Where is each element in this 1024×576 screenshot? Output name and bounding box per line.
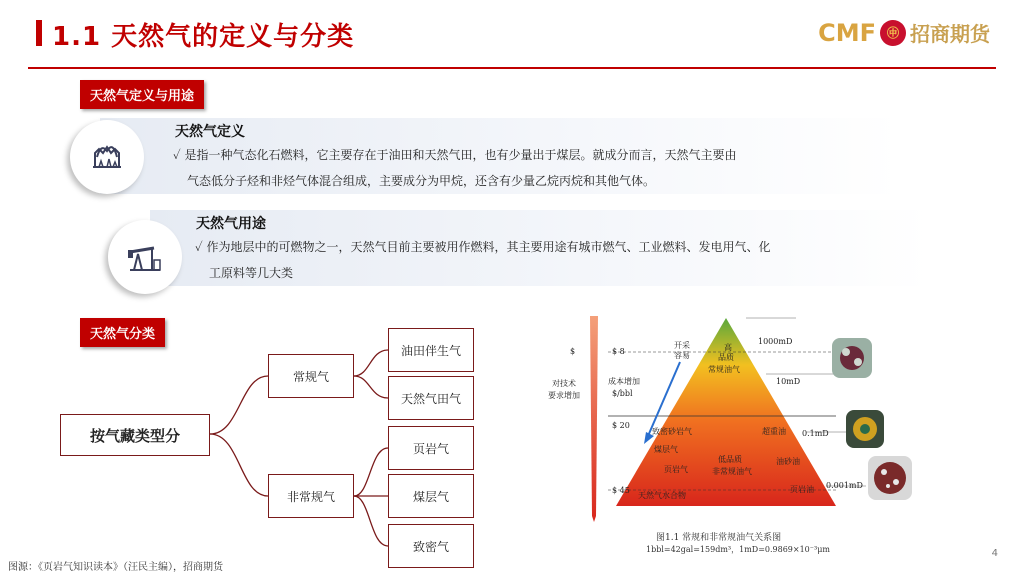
pore-structure-images	[832, 338, 912, 500]
page-number: 4	[991, 548, 998, 559]
page-title: 1.1 天然气的定义与分类	[52, 22, 355, 52]
gas-flame-icon	[70, 120, 144, 194]
bottom-label-1: 页岩油	[790, 485, 814, 494]
price-label-0: $	[570, 347, 576, 356]
source-note: 图源：《页岩气知识读本》（汪民主编），招商期货	[8, 562, 223, 573]
title-accent-bar	[36, 20, 42, 46]
usage-text	[195, 234, 925, 286]
section-tag-definition-usage: 天然气定义与用途	[80, 80, 204, 109]
pyramid-graphic	[546, 316, 916, 528]
cost-label-1: 成本增加	[608, 377, 640, 386]
mining-label-2: 容易	[674, 351, 690, 360]
header-divider	[28, 67, 996, 69]
usage-line-1: ✓ 作为地层中的可燃物之一，天然气目前主要被用作燃料，其主要用途有城市燃气、工业燃料、发电用气、化	[195, 240, 771, 254]
perm-label-0: 1000mD	[758, 337, 793, 346]
price-label-2: $ 20	[612, 421, 630, 430]
price-label-1: $ 8	[612, 347, 625, 356]
top-label-3: 常规油气	[708, 365, 740, 374]
usage-heading: 天然气用途	[196, 216, 266, 232]
perm-label-1: 10mD	[776, 377, 801, 386]
company-logo	[818, 18, 990, 47]
top-label-1: 高	[724, 343, 732, 352]
definition-heading: 天然气定义	[175, 124, 245, 140]
figure-formula: 1bbl=42gal=159dm³，1mD=0.9869×10⁻³μm	[646, 545, 830, 554]
tree-leaf-oilfield-gas: 油田伴生气	[388, 328, 474, 372]
mid-label-0: 致密砂岩气	[652, 427, 692, 436]
tree-node-conventional: 常规气	[268, 354, 354, 398]
mid-label-2: 煤层气	[654, 445, 678, 454]
tree-leaf-shale-gas: 页岩气	[388, 426, 474, 470]
definition-text	[173, 142, 893, 194]
logo-emblem-icon: ㊥	[880, 20, 906, 46]
logo-cmf-text: CMF	[818, 18, 876, 47]
cost-label-2: $/bbl	[612, 389, 633, 398]
price-label-3: $ 45	[612, 486, 630, 495]
mid-label-1: 超重油	[762, 427, 786, 436]
perm-label-2: 0.1mD	[802, 429, 829, 438]
tech-requirement-arrow	[590, 316, 598, 522]
oil-pump-icon	[108, 220, 182, 294]
tree-leaf-tight-gas: 致密气	[388, 524, 474, 568]
tree-root-node: 按气藏类型分	[60, 414, 210, 456]
section-tag-classification: 天然气分类	[80, 318, 165, 347]
logo-cn-text: 招商期货	[910, 22, 990, 46]
tech-label-1: 对技术	[552, 379, 576, 388]
top-label-2: 品质	[718, 353, 734, 362]
tree-leaf-coalbed-gas: 煤层气	[388, 474, 474, 518]
perm-label-3: 0.001mD	[826, 481, 863, 490]
resource-pyramid-figure	[546, 316, 916, 556]
mining-label-1: 开采	[674, 341, 690, 350]
bottom-label-0: 天然气水合物	[638, 491, 686, 500]
usage-line-2: 工原料等几大类	[209, 266, 294, 280]
figure-caption: 图1.1 常规和非常规油气关系图	[656, 533, 782, 543]
definition-line-1: ✓ 是指一种气态化石燃料，它主要存在于油田和天然气田，也有少量出于煤层。就成分而言，天然气主要由	[173, 148, 737, 162]
mid-label-4: 低品质	[718, 455, 742, 464]
mid-label-6: 油砂油	[776, 457, 800, 466]
tech-label-2: 要求增加	[548, 391, 580, 400]
tree-node-unconventional: 非常规气	[268, 474, 354, 518]
mid-label-3: 页岩气	[664, 465, 688, 474]
definition-line-2: 气态低分子烃和非烃气体混合组成，主要成分为甲烷，还含有少量乙烷丙烷和其他气体。	[187, 174, 656, 188]
mid-label-5: 非常规油气	[712, 467, 752, 476]
tree-leaf-gasfield-gas: 天然气田气	[388, 376, 474, 420]
